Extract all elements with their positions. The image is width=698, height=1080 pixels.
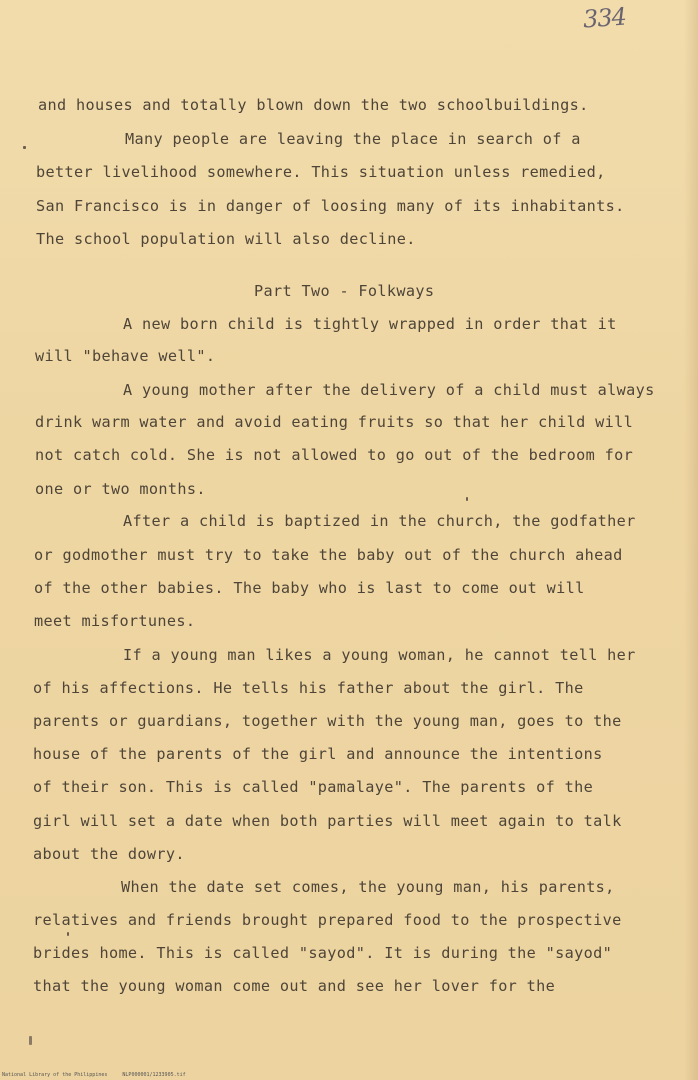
text-line: A young mother after the delivery of a child must always <box>123 381 655 399</box>
text-line: The school population will also decline. <box>36 230 416 248</box>
text-line: about the dowry. <box>33 845 185 863</box>
ink-mark <box>23 146 26 149</box>
text-line: parents or guardians, together with the young man, goes to the <box>33 712 622 730</box>
text-line: Many people are leaving the place in search of a <box>125 130 581 148</box>
text-line: house of the parents of the girl and announce the intentions <box>33 745 603 763</box>
ink-mark <box>29 1036 32 1045</box>
text-line: A new born child is tightly wrapped in order that it <box>123 315 617 333</box>
text-line: After a child is baptized in the church, the godfather <box>123 512 636 530</box>
ink-mark <box>67 932 69 936</box>
section-heading: Part Two - Folkways <box>254 282 435 300</box>
text-line: girl will set a date when both parties will meet again to talk <box>33 812 622 830</box>
text-line: of the other babies. The baby who is last to come out will <box>34 579 585 597</box>
text-line: drink warm water and avoid eating fruits so that her child will <box>35 413 634 431</box>
ink-mark <box>466 497 468 501</box>
text-line: better livelihood somewhere. This situation unless remedied, <box>36 163 606 181</box>
text-line: and houses and totally blown down the two schoolbuildings. <box>38 96 589 114</box>
text-line: that the young woman come out and see her lover for the <box>33 977 556 995</box>
text-line: brides home. This is called "sayod". It is during the "sayod" <box>33 944 613 962</box>
text-line: meet misfortunes. <box>34 612 196 630</box>
text-line: one or two months. <box>35 480 206 498</box>
archive-footer: National Library of the Philippines NLP000001/1233905.tif <box>2 1072 186 1078</box>
text-line: of his affections. He tells his father about the girl. The <box>33 679 584 697</box>
text-line: will "behave well". <box>35 347 216 365</box>
text-line: If a young man likes a young woman, he cannot tell her <box>123 646 636 664</box>
text-line: San Francisco is in danger of loosing many of its inhabitants. <box>36 197 625 215</box>
text-line: When the date set comes, the young man, his parents, <box>121 878 615 896</box>
text-line: or godmother must try to take the baby out of the church ahead <box>34 546 623 564</box>
page-number: 334 <box>582 2 627 34</box>
text-line: not catch cold. She is not allowed to go out of the bedroom for <box>35 446 634 464</box>
text-line: of their son. This is called "pamalaye". The parents of the <box>33 778 594 796</box>
text-line: relatives and friends brought prepared food to the prospective <box>33 911 622 929</box>
